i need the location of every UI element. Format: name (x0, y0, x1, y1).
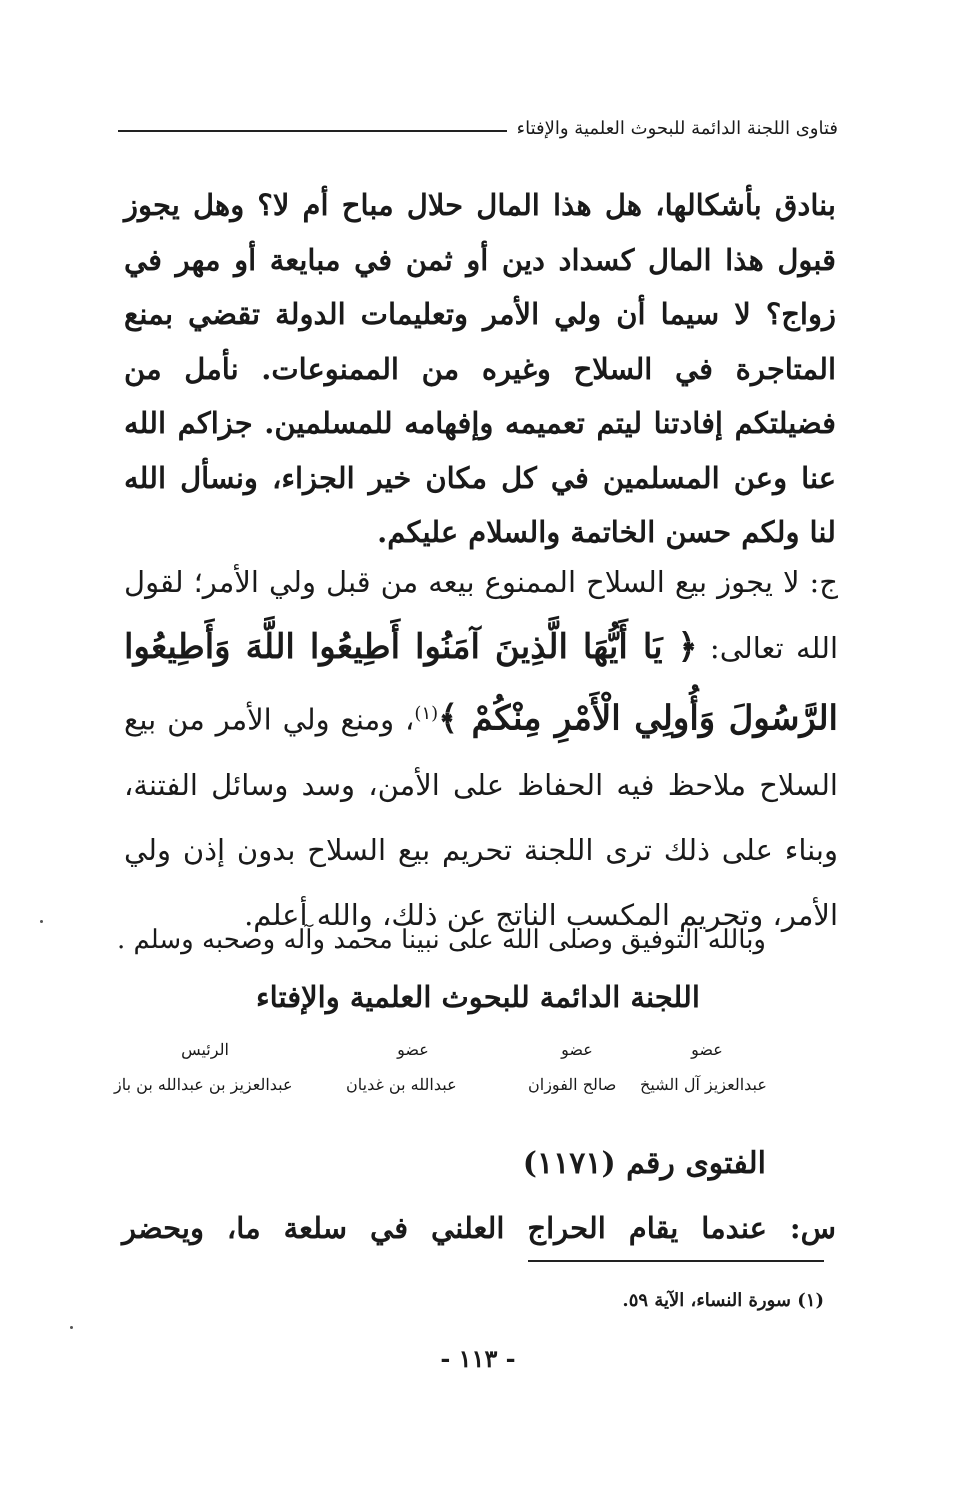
signatory-name: عبدالله بن غديان (346, 1075, 457, 1094)
committee-name: اللجنة الدائمة للبحوث العلمية والإفتاء (256, 980, 700, 1014)
signatory-name: عبدالعزيز آل الشيخ (640, 1075, 767, 1094)
fatwa-number: الفتوى رقم (١١٧١) (522, 1146, 766, 1181)
signatory-name: عبدالعزيز بن عبدالله بن باز (114, 1075, 293, 1094)
closing-prayer: وبالله التوفيق وصلى الله على نبينا محمد وآله وصحبه وسلم . (116, 925, 766, 955)
question-text: بنادق بأشكالها، هل هذا المال حلال مباح أم لا؟ وهل يجوز قبول هذا المال كسداد دين أو ثمن في مبايعة أو مهر في زواج؟ لا سيما أن ولي الأمر وتعليمات الدولة تقضي بمنع المتاجرة في السلاح وغيره من الممنوعات. نأمل من فضيلتكم إفادتنا ليتم تعميمه وإفهامه للمسلمين. جزاكم الله عنا وعن المسلمين في كل مكان خير الجزاء، ونسأل الله لنا ولكم حسن الخاتمة والسلام عليكم. (124, 188, 836, 549)
signatory-title: عضو (561, 1040, 593, 1059)
signatory-title: عضو (691, 1040, 723, 1059)
page-number: - ١١٣ - (440, 1344, 516, 1373)
running-head-rule (118, 130, 507, 132)
signatory-title: عضو (397, 1040, 429, 1059)
signatory-title: الرئيس (181, 1040, 229, 1059)
next-question-text: س: عندما يقام الحراج العلني في سلعة ما، ويحضر (122, 1211, 836, 1245)
answer-paragraph (124, 550, 838, 948)
running-head (118, 118, 838, 139)
scan-speck (40, 920, 43, 923)
scan-speck (70, 1326, 73, 1329)
answer-intro: ج: لا يجوز بيع السلاح الممنوع بيعه من قبل ولي الأمر؛ لقول الله تعالى: (124, 565, 839, 665)
signatory-name: صالح الفوزان (528, 1075, 617, 1094)
answer-ruling: ، ومنع ولي الأمر من بيع السلاح ملاحظ فيه الحفاظ على الأمن، وسد وسائل الفتنة، وبناء على ذلك ترى اللجنة تحريم بيع السلاح بدون إذن ولي الأمر، وتحريم المكسب الناتج عن ذلك، والله أعلم. (124, 702, 838, 932)
footnote-reference: (١) (414, 703, 439, 724)
quran-verse: ﴿ يَا أَيُّهَا الَّذِينَ آمَنُوا أَطِيعُوا اللَّهَ وَأَطِيعُوا الرَّسُولَ وَأُولِي الْأَمْرِ مِنْكُمْ ﴾ (124, 627, 838, 739)
footnote-text: (١) سورة النساء، الآية ٥٩. (622, 1290, 824, 1311)
footnote-rule (528, 1260, 824, 1262)
running-head-title: فتاوى اللجنة الدائمة للبحوث العلمية والإفتاء (516, 118, 838, 139)
